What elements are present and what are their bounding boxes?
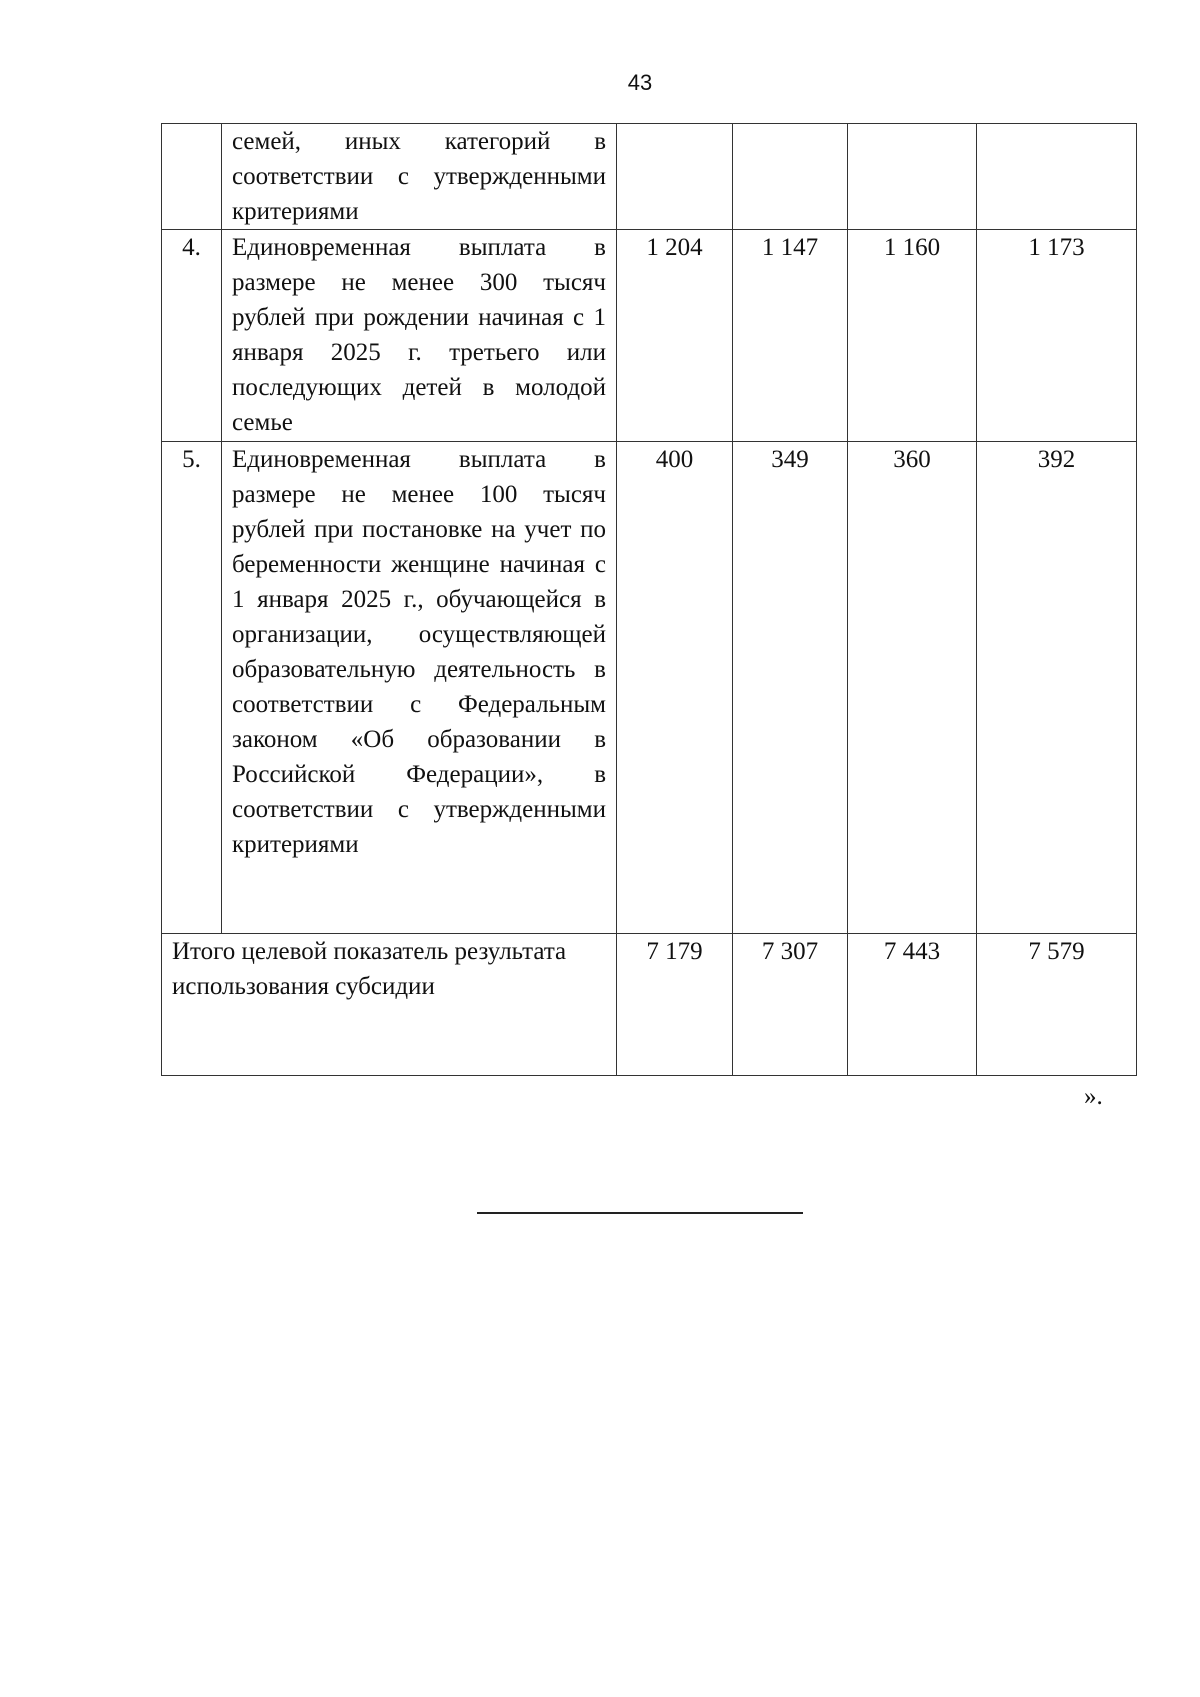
indicator-table [161, 123, 1137, 1076]
row-value-year-1: 1 204 [617, 230, 733, 442]
row-description: Единовременная выплата в размере не менее 100 тысяч рублей при постановке на учет по беременности женщине начиная с 1 января 2025 г., обучающейся в организации, осуществляющей образовательную деятельность в соответствии с Федеральным законом «Об образовании в Российской Федерации», в соответствии с утвержденными критериями [222, 442, 617, 934]
row-number: 5. [162, 442, 222, 934]
row-value-year-3 [848, 124, 977, 230]
row-number: 4. [162, 230, 222, 442]
table-row [162, 442, 1137, 934]
row-value-year-4: 392 [977, 442, 1137, 934]
row-value-year-3: 360 [848, 442, 977, 934]
table-row [162, 230, 1137, 442]
page-number: 43 [627, 70, 653, 95]
row-value-year-4 [977, 124, 1137, 230]
separator-line [477, 1212, 803, 1214]
row-description: семей, иных категорий в соответствии с утвержденными критериями [222, 124, 617, 230]
row-description: Единовременная выплата в размере не менее 300 тысяч рублей при рождении начиная с 1 января 2025 г. третьего или последующих детей в молодой семье [222, 230, 617, 442]
row-value-year-3: 1 160 [848, 230, 977, 442]
row-value-year-2: 1 147 [733, 230, 848, 442]
row-value-year-2 [733, 124, 848, 230]
closing-quote: ». [1084, 1083, 1103, 1110]
row-value-year-2: 349 [733, 442, 848, 934]
row-value-year-1: 400 [617, 442, 733, 934]
total-value-year-4: 7 579 [977, 934, 1137, 1076]
total-value-year-2: 7 307 [733, 934, 848, 1076]
row-number [162, 124, 222, 230]
table-row [162, 124, 1137, 230]
total-value-year-1: 7 179 [617, 934, 733, 1076]
total-row [162, 934, 1137, 1076]
total-value-year-3: 7 443 [848, 934, 977, 1076]
row-value-year-4: 1 173 [977, 230, 1137, 442]
total-label: Итого целевой показатель результата использования субсидии [162, 934, 617, 1076]
row-value-year-1 [617, 124, 733, 230]
